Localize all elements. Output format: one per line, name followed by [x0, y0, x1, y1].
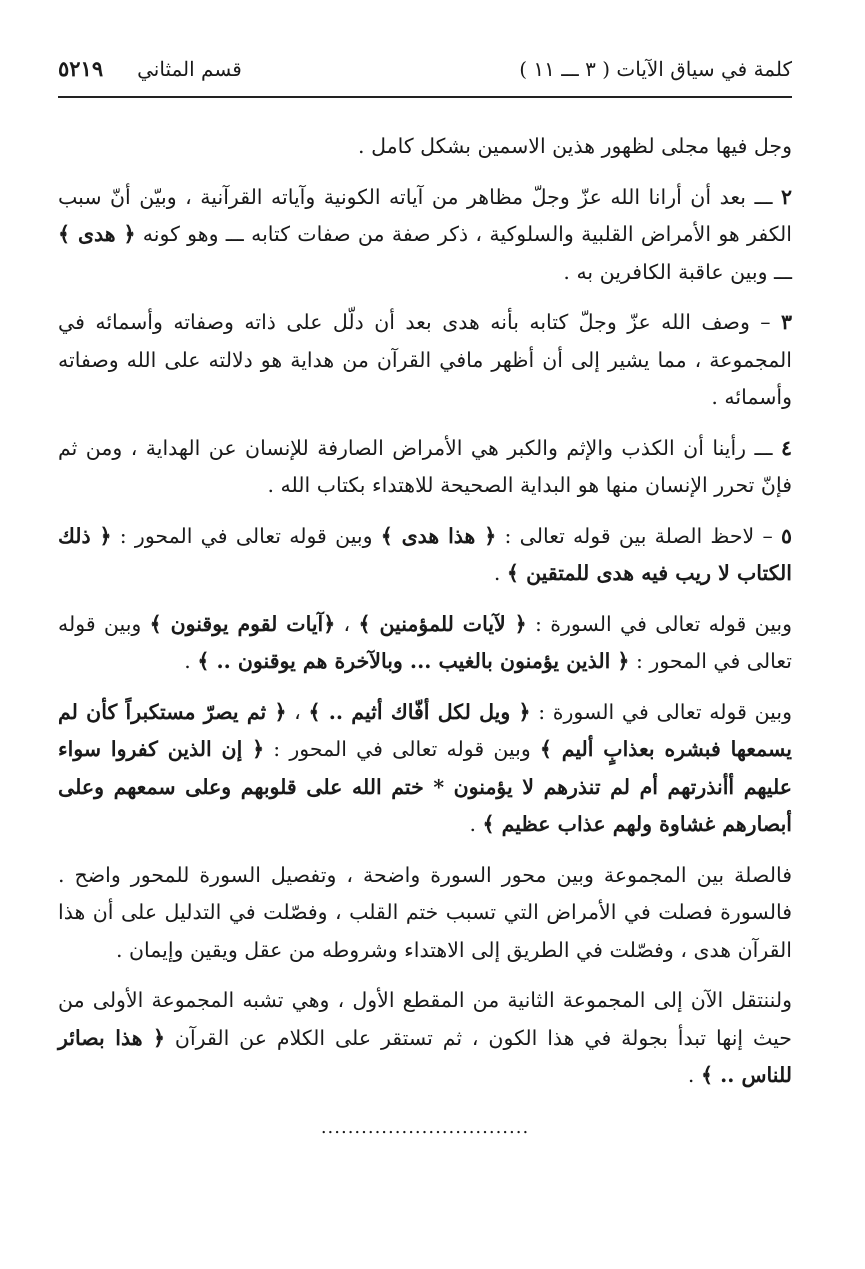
quran-quote: ﴿ ويل لكل أفّاك أثيم .. ﴾: [308, 699, 531, 724]
paragraph-text: ،: [335, 611, 359, 636]
page-header: [58, 56, 792, 92]
paragraph-intro: وجل فيها مجلى لظهور هذين الاسمين بشكل كامل .: [358, 134, 792, 158]
paragraph-text: ،: [286, 699, 309, 724]
paragraph-tail: .: [469, 812, 483, 836]
paragraph-text: ـــ بعد أن أرانا الله عزّ وجلّ مظاهر من آياته الكونية وآياته القرآنية ، وبيّن أنّ سبب الكفر هو الأمراض القلبية والسلوكية ، ذكر صفة من صفات كتابه ـــ وهو كونه: [58, 184, 792, 246]
paragraph-tail: .: [493, 561, 507, 585]
quran-quote: ﴿ هدى ﴾: [58, 222, 136, 246]
quran-quote: ﴿آيات لقوم يوقنون ﴾: [149, 611, 336, 636]
paragraph-tail: .: [687, 1063, 701, 1087]
point-number: ٢: [780, 184, 792, 209]
header-rule: [58, 96, 792, 98]
paragraph-text: ـــ رأينا أن الكذب والإثم والكبر هي الأمراض الصارفة للإنسان عن الهداية ، ومن ثم فإنّ تحرر الإنسان منها هو البداية الصحيحة للاهتداء بكتاب الله .: [58, 435, 792, 497]
paragraph-text: – وصف الله عزّ وجلّ كتابه بأنه هدى بعد أن دلّل على ذاته وصفاته وأسمائه في المجموعة ، مما يشير إلى أن أظهر مافي القرآن من هداية هو دلالته على الله وصفاته وأسمائه .: [58, 310, 792, 409]
paragraph-text: وبين قوله تعالى في السورة :: [530, 699, 792, 724]
quran-quote: ﴿ الذين يؤمنون بالغيب ... وبالآخرة هم يوقنون .. ﴾: [197, 649, 630, 673]
paragraph-tail: ـــ وبين عاقبة الكافرين به .: [563, 259, 792, 284]
point-number: ٥: [780, 523, 792, 548]
paragraph-text: وبين قوله تعالى في المحور :: [111, 523, 381, 548]
quran-quote: ﴿ هذا بصائر للناس .. ﴾: [58, 1025, 792, 1087]
point-number: ٣: [780, 310, 792, 334]
paragraph-text: وبين قوله تعالى في المحور :: [264, 737, 540, 761]
page-number: ٥٢١٩: [58, 56, 104, 81]
running-title: كلمة في سياق الآيات ( ٣ ـــ ١١ ): [519, 57, 792, 81]
paragraph-point-4: [58, 430, 792, 505]
section-title: قسم المثاني: [137, 57, 242, 81]
quran-quote: ﴿ ذلك الكتاب لا ريب فيه هدى للمتقين ﴾: [58, 523, 792, 585]
paragraph-point-5: [58, 518, 792, 593]
quran-quote: ﴿ ثم يصرّ مستكبراً كأن لم يسمعها فبشره بعذابٍ أليم ﴾: [58, 699, 793, 761]
paragraph-yaqin: [58, 606, 792, 681]
quran-quote: ﴿ لآيات للمؤمنين ﴾: [358, 611, 527, 636]
paragraph-next-group: [58, 982, 792, 1095]
paragraph-text: وبين قوله تعالى في المحور :: [58, 611, 792, 673]
paragraph-conclusion: فالصلة بين المجموعة وبين محور السورة واضحة ، وتفصيل السورة للمحور واضح . فالسورة فصلت في الأمراض التي تسبب ختم القلب ، وفصّلت في التدليل على أن هذا القرآن هدى ، وفصّلت في الطريق إلى الاهتداء وشروطه من عقل ويقين وإيمان .: [58, 862, 792, 962]
paragraph-point-2: [58, 179, 792, 292]
document-page: [58, 56, 792, 1138]
paragraph-tail: .: [184, 649, 198, 673]
paragraph-text: وبين قوله تعالى في السورة :: [526, 611, 793, 636]
paragraph-text: – لاحظ الصلة بين قوله تعالى :: [496, 523, 781, 548]
quran-quote: ﴿ هذا هدى ﴾: [380, 523, 497, 548]
paragraph-text: ولننتقل الآن إلى المجموعة الثانية من المقطع الأول ، وهي تشبه المجموعة الأولى من حيث إنها تبدأ بجولة في هذا الكون ، ثم تستقر على الكلام عن القرآن: [58, 988, 792, 1050]
dotted-separator: ...............................: [320, 1116, 530, 1138]
header-left-group: [58, 56, 242, 81]
quran-quote: ﴿ إن الذين كفروا سواء عليهم أأنذرتهم أم لم تنذرهم لا يؤمنون * ختم الله على قلوبهم وعلى سمعهم وعلى أبصارهم غشاوة ولهم عذاب عظيم ﴾: [58, 737, 792, 836]
paragraph-kufr: [58, 694, 792, 844]
paragraph-point-3: [58, 304, 792, 417]
point-number: ٤: [780, 435, 792, 460]
